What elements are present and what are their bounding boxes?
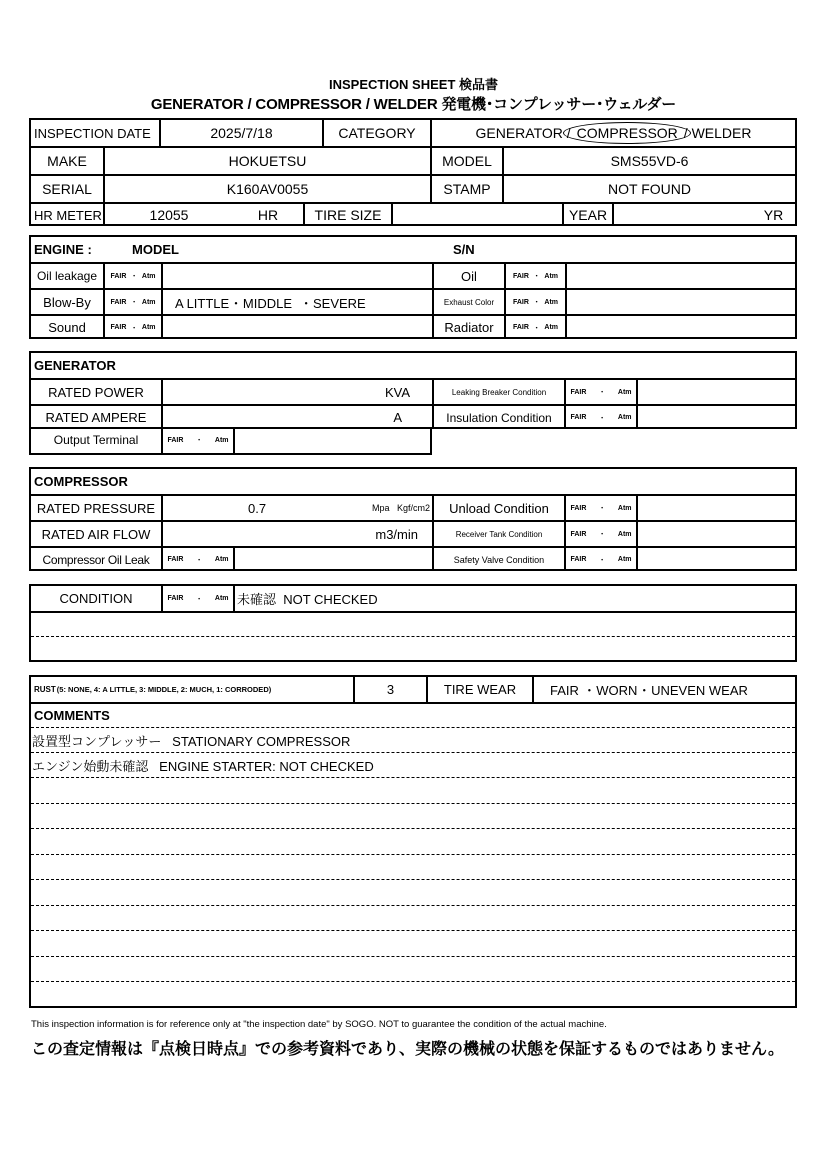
tire-size-value[interactable]: [391, 202, 562, 226]
rated-power-label: RATED POWER: [31, 378, 161, 404]
disclaimer-japanese: この査定情報は『点検日時点』での参考資料であり、実際の機械の状態を保証するものではありません。: [31, 1041, 784, 1058]
fair-option[interactable]: FAIR: [570, 504, 587, 512]
fair-option[interactable]: FAIR: [512, 324, 529, 331]
exhaust-fair-atm[interactable]: [504, 288, 565, 314]
atm-option[interactable]: Atm: [141, 324, 156, 331]
safety-valve-note[interactable]: [636, 546, 795, 571]
compressor-oil-leak-note[interactable]: [233, 546, 432, 571]
radiator-fair-atm[interactable]: [504, 314, 565, 339]
comment-line-11[interactable]: [31, 981, 795, 1006]
atm-option[interactable]: Atm: [544, 272, 559, 280]
unload-fair-atm[interactable]: [564, 494, 636, 520]
fair-option[interactable]: FAIR: [167, 436, 184, 444]
rated-pressure-value[interactable]: 0.7: [248, 500, 267, 516]
rated-ampere-unit: A: [393, 410, 402, 425]
category-selected-circle: [563, 122, 691, 144]
fair-option[interactable]: FAIR: [110, 272, 127, 280]
rust-scale: (5: NONE, 4: A LITTLE, 3: MIDDLE, 2: MUCH, 1: CORRODED): [56, 685, 272, 694]
atm-option[interactable]: Atm: [617, 388, 632, 396]
separator: ･: [600, 414, 604, 422]
model-label: MODEL: [430, 146, 502, 174]
sheet-subtitle: GENERATOR / COMPRESSOR / WELDER 発電機･コンプレッサー･ウェルダー: [150, 96, 677, 113]
oil-fair-atm[interactable]: [504, 262, 565, 288]
hr-meter-label: HR METER: [31, 202, 103, 226]
condition-section: [29, 584, 797, 662]
condition-value[interactable]: 未確認 NOT CHECKED: [233, 586, 795, 611]
stamp-value[interactable]: NOT FOUND: [502, 174, 795, 202]
radiator-note[interactable]: [565, 314, 795, 339]
disclaimer-english: This inspection information is for reference only at "the inspection date" by SOGO. NOT to guarantee the condition of the actual machine.: [31, 1019, 607, 1030]
comment-line-4[interactable]: [31, 803, 795, 828]
insulation-label: Insulation Condition: [432, 404, 564, 429]
fair-option[interactable]: FAIR: [512, 272, 529, 280]
output-terminal-row: [29, 427, 432, 455]
generator-section: [29, 351, 797, 429]
category-option-generator[interactable]: GENERATOR /: [475, 125, 571, 141]
exhaust-color-label: Exhaust Color: [432, 288, 504, 314]
blowby-label: Blow-By: [31, 288, 103, 314]
atm-option[interactable]: Atm: [544, 324, 559, 331]
compressor-oil-leak-fair-atm[interactable]: [161, 546, 233, 571]
rust-label: RUST: [34, 685, 56, 694]
inspection-date-value[interactable]: 2025/7/18: [159, 120, 322, 146]
category-option-welder[interactable]: / WELDER: [683, 125, 752, 141]
separator: ･: [600, 505, 604, 512]
receiver-tank-label: Receiver Tank Condition: [432, 520, 564, 546]
rated-pressure-label: RATED PRESSURE: [31, 494, 161, 520]
inspection-date-label: INSPECTION DATE: [34, 125, 151, 141]
separator: ･: [197, 556, 201, 564]
separator: ･: [132, 324, 136, 332]
rated-pressure-unit: Mpa Kgf/cm2: [371, 503, 430, 513]
serial-label: SERIAL: [31, 174, 103, 202]
atm-option[interactable]: Atm: [617, 530, 632, 538]
fair-option[interactable]: FAIR: [570, 388, 587, 396]
tire-wear-label: TIRE WEAR: [426, 677, 532, 702]
output-terminal-label: Output Terminal: [53, 433, 139, 447]
sound-fair-atm[interactable]: [103, 314, 161, 339]
rated-pressure-value-cell[interactable]: [161, 494, 432, 520]
hr-meter-value[interactable]: 12055: [103, 202, 233, 226]
condition-note-line-2[interactable]: [31, 636, 795, 660]
atm-option[interactable]: Atm: [617, 504, 632, 512]
separator: ･: [600, 531, 604, 538]
atm-option[interactable]: Atm: [214, 436, 229, 444]
condition-label: CONDITION: [59, 591, 133, 606]
output-terminal-fair-atm[interactable]: [161, 427, 233, 453]
atm-option[interactable]: Atm: [214, 595, 229, 602]
year-label: YEAR: [562, 202, 612, 226]
atm-option[interactable]: Atm: [214, 556, 229, 563]
leaking-breaker-label: Leaking Breaker Condition: [432, 378, 564, 404]
tire-wear-options[interactable]: FAIR ･ WORN ･ UNEVEN WEAR: [532, 677, 795, 702]
rated-power-value[interactable]: [161, 378, 432, 404]
rated-ampere-label: RATED AMPERE: [31, 404, 161, 429]
comment-line-10[interactable]: [31, 956, 795, 981]
atm-option[interactable]: Atm: [617, 556, 632, 563]
engine-sn-label: S/N: [453, 242, 475, 257]
insulation-fair-atm[interactable]: [564, 404, 636, 429]
rated-airflow-label: RATED AIR FLOW: [31, 520, 161, 546]
comment-line-6[interactable]: [31, 854, 795, 879]
atm-option[interactable]: Atm: [141, 272, 156, 280]
comment-line-8[interactable]: [31, 905, 795, 930]
make-label: MAKE: [31, 146, 103, 174]
rust-value[interactable]: 3: [353, 677, 426, 702]
blowby-scale[interactable]: A LITTLE ･ MIDDLE ･ SEVERE: [161, 288, 434, 314]
year-unit: YR: [752, 202, 795, 226]
oil-leakage-label: Oil leakage: [31, 262, 103, 288]
comment-line-5[interactable]: [31, 828, 795, 854]
compressor-title: COMPRESSOR: [34, 474, 128, 489]
category-label: CATEGORY: [322, 120, 430, 146]
category-option-compressor[interactable]: COMPRESSOR: [576, 125, 678, 141]
unload-note[interactable]: [636, 494, 795, 520]
comment-line-1[interactable]: 設置型コンプレッサー STATIONARY COMPRESSOR: [31, 727, 795, 752]
unload-label: Unload Condition: [432, 494, 564, 520]
atm-option[interactable]: Atm: [141, 298, 156, 306]
fair-option[interactable]: FAIR: [167, 595, 184, 602]
radiator-label: Radiator: [432, 314, 504, 339]
leaking-breaker-fair-atm[interactable]: [564, 378, 636, 404]
atm-option[interactable]: Atm: [617, 414, 632, 421]
comment-line-2[interactable]: エンジン始動未確認 ENGINE STARTER: NOT CHECKED: [31, 752, 795, 777]
safety-valve-fair-atm[interactable]: [564, 546, 636, 571]
separator: ･: [534, 273, 539, 280]
fair-option[interactable]: FAIR: [167, 556, 184, 563]
separator: ･: [534, 324, 539, 332]
condition-note-line-1[interactable]: [31, 611, 795, 636]
separator: ･: [197, 595, 201, 603]
fair-option[interactable]: FAIR: [110, 324, 127, 331]
hr-unit: HR: [233, 202, 303, 226]
sheet-title: INSPECTION SHEET 検品書: [328, 77, 499, 92]
sound-label: Sound: [31, 314, 103, 339]
tire-size-label: TIRE SIZE: [303, 202, 391, 226]
receiver-tank-fair-atm[interactable]: [564, 520, 636, 546]
insulation-note[interactable]: [636, 404, 795, 429]
separator: ･: [600, 389, 604, 396]
safety-valve-label: Safety Valve Condition: [432, 546, 564, 571]
fair-option[interactable]: FAIR: [570, 414, 587, 421]
engine-model-label: MODEL: [132, 242, 179, 257]
condition-fair-atm[interactable]: [161, 586, 233, 611]
receiver-tank-note[interactable]: [636, 520, 795, 546]
comment-line-3[interactable]: [31, 777, 795, 803]
fair-option[interactable]: FAIR: [512, 298, 529, 306]
engine-title: ENGINE :: [34, 242, 92, 257]
rated-power-unit: KVA: [384, 384, 410, 400]
comment-line-7[interactable]: [31, 879, 795, 905]
sound-note[interactable]: [161, 314, 434, 339]
compressor-section: [29, 467, 797, 571]
comment-line-9[interactable]: [31, 930, 795, 956]
make-value[interactable]: HOKUETSU: [103, 146, 430, 174]
fair-option[interactable]: FAIR: [570, 530, 587, 538]
year-value[interactable]: [612, 202, 752, 226]
atm-option[interactable]: Atm: [544, 298, 559, 306]
fair-option[interactable]: FAIR: [570, 556, 587, 563]
separator: ･: [197, 437, 201, 444]
generator-title: GENERATOR: [34, 358, 116, 373]
rated-airflow-unit: m3/min: [375, 526, 418, 542]
rated-ampere-value[interactable]: [161, 404, 432, 429]
rated-airflow-value[interactable]: [161, 520, 432, 546]
basic-info-section: [29, 118, 797, 226]
separator: ･: [600, 556, 604, 564]
separator: ･: [132, 273, 136, 280]
engine-section: [29, 235, 797, 339]
separator: ･: [132, 299, 136, 306]
rust-comments-section: [29, 675, 797, 1008]
output-terminal-note[interactable]: [233, 427, 430, 453]
oil-leakage-note[interactable]: [161, 262, 434, 288]
oil-note[interactable]: [565, 262, 795, 288]
stamp-label: STAMP: [430, 174, 502, 202]
serial-value[interactable]: K160AV0055: [103, 174, 430, 202]
compressor-oil-leak-label: Compressor Oil Leak: [31, 546, 161, 571]
exhaust-note[interactable]: [565, 288, 795, 314]
oil-leakage-fair-atm[interactable]: [103, 262, 161, 288]
fair-option[interactable]: FAIR: [110, 298, 127, 306]
leaking-breaker-note[interactable]: [636, 378, 795, 404]
oil-label: Oil: [432, 262, 504, 288]
model-value[interactable]: SMS55VD-6: [502, 146, 795, 174]
blowby-fair-atm[interactable]: [103, 288, 161, 314]
rust-label-cell: [31, 677, 353, 702]
comments-title: COMMENTS: [31, 702, 795, 727]
separator: ･: [534, 299, 539, 306]
